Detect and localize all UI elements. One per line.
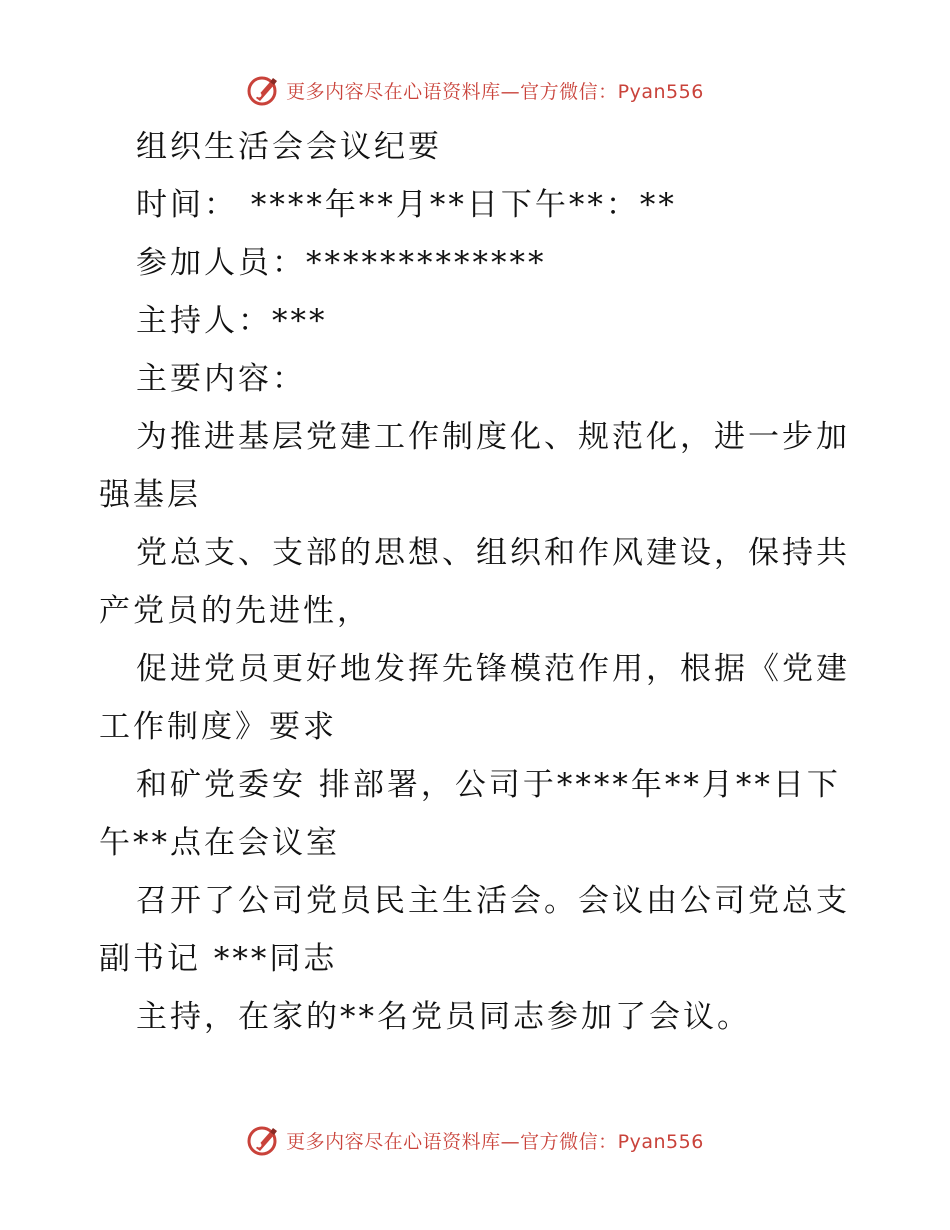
- document-title: 组织生活会会议纪要: [136, 129, 442, 165]
- document-body: [99, 118, 859, 1046]
- header-watermark-banner: [0, 70, 950, 110]
- paragraph-line: 党总支、支部的思想、组织和作风建设，保持共: [136, 535, 850, 571]
- paragraph-line: 和矿党委安 排部署，公司于****年**月**日下: [136, 767, 841, 803]
- footer-watermark-banner: [0, 1120, 950, 1160]
- paragraph-line: 午**点在会议室: [99, 825, 340, 861]
- banner-wechat-id: Pyan556: [617, 80, 704, 103]
- paragraph-line: 工作制度》要求: [99, 709, 337, 745]
- banner-text: 更多内容尽在心语资料库—官方微信：: [286, 80, 618, 103]
- red-pen-seal-logo-icon: [246, 1123, 280, 1157]
- paragraph-line: 主持，在家的**名党员同志参加了会议。: [136, 999, 751, 1035]
- meeting-time-line: 时间： ****年**月**日下午**：**: [136, 187, 677, 223]
- attendees-line: 参加人员：*************: [136, 245, 547, 281]
- banner-wechat-id: Pyan556: [617, 1130, 704, 1153]
- banner-text: 更多内容尽在心语资料库—官方微信：: [286, 1130, 618, 1153]
- paragraph-line: 召开了公司党员民主生活会。会议由公司党总支: [136, 883, 850, 919]
- paragraph-line: 促进党员更好地发挥先锋模范作用，根据《党建: [136, 651, 850, 687]
- paragraph-line: 副书记 ***同志: [99, 941, 338, 977]
- red-pen-seal-logo-icon: [246, 73, 280, 107]
- paragraph-line: 产党员的先进性，: [99, 593, 371, 629]
- main-content-heading: 主要内容：: [136, 361, 306, 397]
- host-line: 主持人：***: [136, 303, 328, 339]
- paragraph-line: 强基层: [99, 477, 201, 513]
- paragraph-line: 为推进基层党建工作制度化、规范化，进一步加: [136, 419, 850, 455]
